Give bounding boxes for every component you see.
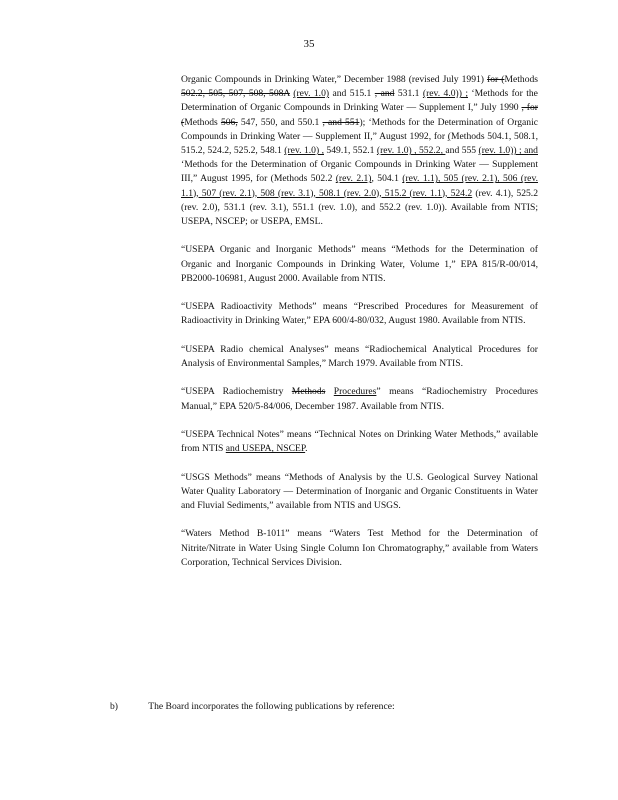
deleted-text: , for ( — [181, 102, 538, 128]
deleted-text: for ( — [487, 74, 505, 85]
definition-text: ‘Methods for the Determination of Organic Compounds in Drinking Water — Supplement III,” August 1995, for (Methods 502.2 — [181, 159, 538, 185]
definitions-list — [181, 73, 538, 584]
definition-text: (rev. 4.1), 525.2 (rev. 2.0), 531.1 (rev. 3.1), 551.1 (rev. 1.0), and 552.2 (rev. 1.0)). Available from NTIS; USEPA, NSCEP; or USEPA, EMSL. — [181, 187, 539, 228]
inserted-text: (rev. 1.0)) ; and — [478, 145, 538, 157]
deleted-text: , and — [374, 88, 395, 100]
definition-paragraph — [181, 385, 538, 413]
definition-text: ); ‘Methods for the Determination of Organic Compounds in Drinking Water — Supplement II,” August 1992, for — [181, 116, 538, 142]
definition-paragraph — [181, 471, 538, 514]
inserted-text: (rev. 1.1), 505 (rev. 2.1), 506 (rev. 1.1), 507 (rev. 2.1), 508 (rev. 3.1), 508.1 (rev. 2.0), 515.2 (rev. 1.1), 524.2 — [181, 173, 539, 199]
inserted-text: (rev. 1.0) — [293, 88, 330, 100]
definition-paragraph — [181, 73, 538, 229]
definition-text: and 515.1 — [329, 88, 375, 100]
deleted-text: 502.2, 505, 507, 508, 508A — [181, 88, 290, 100]
deleted-text: , and 551 — [322, 116, 360, 128]
definition-text: “Waters Method B-1011” means “Waters Test Method for the Determination of Nitrite/Nitrate in Water Using Single Column Ion Chromatography,” available from Waters Corporation, Technical Services Division. — [181, 528, 538, 568]
definition-paragraph — [181, 300, 538, 328]
inserted-text: and USEPA, NSCEP — [225, 443, 306, 455]
definition-text: Methods — [184, 116, 221, 128]
definition-text: 549.1, 552.1 — [323, 145, 377, 157]
definition-text: 531.1 — [394, 88, 423, 100]
definition-text: ” means “Radiochemistry Procedures Manual,” EPA 520/5-84/006, December 1987. Available from NTIS. — [181, 386, 539, 412]
inserted-text: (rev. 1.0) , 552.2, — [376, 145, 446, 157]
definition-text: Organic Compounds in Drinking Water,” December 1988 (revised July 1991) — [181, 74, 488, 85]
definition-text: and 555 — [445, 145, 479, 157]
definition-text: ‘Methods for the Determination of Organic Compounds in Drinking Water — Supplement I,” July 1990 — [181, 88, 538, 114]
definition-text: “USGS Methods” means “Methods of Analysis by the U.S. Geological Survey National Water Quality Laboratory — Determination of Inorganic and Organic Constituents in Water and Fluvial Sediments,” available from NTIS and USGS. — [181, 471, 538, 511]
definition-paragraph — [181, 428, 538, 456]
page-number: 35 — [303, 38, 315, 50]
deleted-text: Methods — [291, 386, 326, 398]
definition-text: “USEPA Radioactivity Methods” means “Prescribed Procedures for Measurement of Radioactivity in Drinking Water,” EPA 600/4-80/032, August 1980. Available from NTIS. — [181, 301, 538, 327]
definition-text: Methods 504.1, 508.1, 515.2, 524.2, 525.2, 548.1 — [181, 130, 539, 157]
definition-paragraph — [181, 243, 538, 286]
definition-text: “USEPA Radio chemical Analyses” means “Radiochemical Analytical Procedures for Analysis of Environmental Samples,” March 1979. Available from NTIS. — [181, 343, 538, 370]
deleted-text: 506, — [220, 116, 238, 128]
definition-paragraph — [181, 527, 538, 570]
inserted-text: (rev. 1.0) , — [284, 145, 324, 157]
inserted-text: (rev. 4.0)) ; — [422, 88, 468, 100]
section-b — [110, 700, 540, 714]
definition-text: 547, 550, and 550.1 — [237, 116, 323, 128]
inserted-text: (rev. 2.1) — [335, 173, 372, 185]
definition-paragraph — [181, 343, 538, 371]
inserted-text: ( — [447, 130, 451, 142]
definition-text: “USEPA Technical Notes” means “Technical Notes on Drinking Water Methods,” available from NTIS — [181, 429, 538, 455]
definition-text: “USEPA Organic and Inorganic Methods” means “Methods for the Determination of Organic and Inorganic Compounds in Drinking Water, Volume 1,” EPA 815/R-00/014, PB2000-106981, August 2000. Available from NTIS. — [181, 244, 538, 284]
definition-text: . — [305, 443, 308, 455]
definition-text: Methods — [504, 74, 539, 85]
inserted-text: Procedures — [333, 386, 377, 398]
section-b-marker: b) — [110, 701, 118, 712]
definition-text: , 504.1 — [371, 173, 403, 185]
definition-text: “USEPA Radiochemistry — [181, 386, 292, 398]
section-b-text: The Board incorporates the following publications by reference: — [148, 701, 395, 712]
definition-text — [325, 386, 333, 397]
